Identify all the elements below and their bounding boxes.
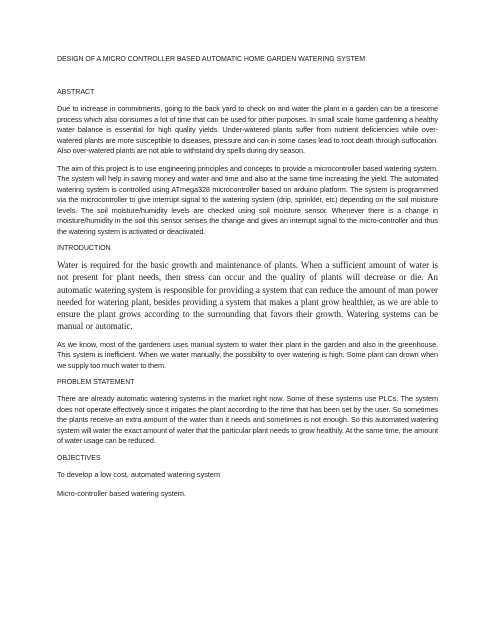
objective-item-1: To develop a low cost, automated watering system xyxy=(57,469,221,479)
document-title: DESIGN OF A MICRO CONTROLLER BASED AUTOMATIC HOME GARDEN WATERING SYSTEM xyxy=(57,56,366,63)
abstract-paragraph-1: Due to increase in commitments, going to the back yard to check on and water the plant in a garden can be a tiresome process which also consumes a lot of time that can be used for other purposes. In small scale home gardening a healthy water balance is essential for high quality yields. Under-watered plants suffer from nutrient deficiencies while over-watered plants are more susceptible to diseases, pressure and can in some cases lead to root death through suffocation. Also over-watered plants are not able to withstand dry spells during dry season. xyxy=(57,104,438,155)
problem-statement-heading: PROBLEM STATEMENT xyxy=(57,379,135,387)
abstract-heading: ABSTRACT xyxy=(57,89,95,96)
objectives-heading: OBJECTIVES xyxy=(57,454,101,462)
problem-statement-paragraph: There are already automatic watering systems in the market right now. Some of these systems use PLCs. The system does not operate effectively since it irrigates the plant according to the time that has been set by the user. So sometimes the plants receive an extra amount of the water than it needs and sometimes is not enough. So this automated watering system will water the exact amount of water that the particular plant needs to grow healthily. At the same time, the amount of water usage can be reduced. xyxy=(57,394,438,446)
document-body xyxy=(57,55,438,509)
objective-item-2: Micro-controller based watering system. xyxy=(57,489,186,499)
introduction-paragraph-2: As we know, most of the gardeners uses manual system to water their plant in the garden and also in the greenhouse. This system is inefficient. When we water manually, the possibility to over watering is high. Some plant can drown when we supply too much water to them. xyxy=(57,339,438,370)
introduction-heading: INTRODUCTION xyxy=(57,245,111,252)
introduction-paragraph-1: Water is required for the basic growth and maintenance of plants. When a sufficient amount of water is not present for plant needs, then stress can occur and the quality of plants will decrease or die. An automatic watering system is responsible for providing a system that can reduce the amount of man power needed for watering plant, besides providing a system that makes a plant grow healthier, as we are able to ensure the plant grows according to the surrounding that favors their growth. Watering systems can be manual or automatic. xyxy=(57,260,438,332)
abstract-paragraph-2: The aim of this project is to use engineering principles and concepts to provide a microcontroller based watering system. The system will help in saving money and water and time and also at the same time increasing the yield. The automated watering system is controlled using ATmega328 microcontroller based on arduino platform. The system is programmed via the microcontroller to give interrupt signal to the watering system (drip, sprinkler, etc) depending on the soil moisture levels. The soil moisture/humidity levels are checked using soil moisture sensor. Whenever there is a change in moisture/humidity in the soil this sensor senses the change and gives an interrupt signal to the micro-controller and thus the watering system is activated or deactivated. xyxy=(57,163,438,236)
